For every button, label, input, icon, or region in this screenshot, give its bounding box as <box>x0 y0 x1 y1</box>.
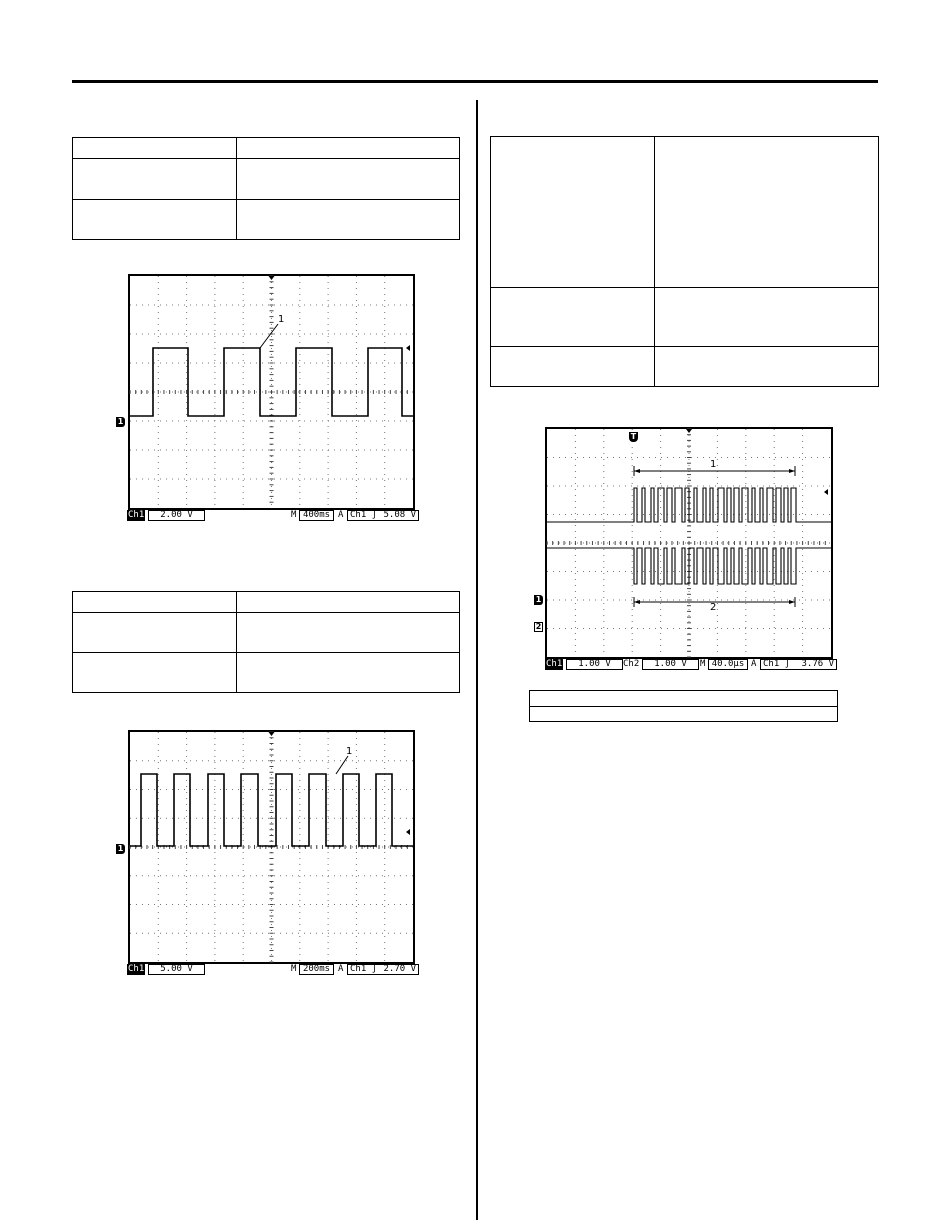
channel-2-label: Ch2 <box>623 659 640 669</box>
table-cell <box>73 200 237 240</box>
channel-1-label: Ch1 <box>546 659 563 669</box>
m-label: M <box>700 659 706 669</box>
oscilloscope-trace-1 <box>112 272 422 532</box>
scope-status-bar <box>127 510 419 521</box>
a-label: A <box>751 659 757 669</box>
channel-2-marker: 2 <box>535 622 542 631</box>
trigger-slope-icon: ∫ <box>784 659 791 669</box>
trigger-slope-icon: ∫ <box>371 964 378 974</box>
oscilloscope-trace-2 <box>112 728 422 988</box>
time-per-div: 200ms <box>299 964 334 975</box>
m-label: M <box>291 964 297 974</box>
channel-1-marker: 1 <box>535 595 542 604</box>
ch1-volts-per-div: 1.00 V <box>566 659 623 670</box>
legend-table <box>529 690 838 722</box>
oscilloscope-trace-3 <box>530 426 840 676</box>
channel-label: Ch1 <box>128 510 145 520</box>
arrow-head-icon <box>634 600 640 604</box>
waveform-trace <box>130 348 413 416</box>
table-cell <box>237 200 460 240</box>
a-label: A <box>338 964 344 974</box>
table-cell <box>237 613 460 653</box>
trigger-position-icon <box>686 429 692 433</box>
table-row <box>530 707 837 722</box>
header-rule <box>72 80 878 83</box>
waveform-trace <box>547 488 831 522</box>
graticule <box>130 732 413 962</box>
trigger-channel: Ch1 <box>350 964 367 974</box>
trigger-readout <box>347 510 419 521</box>
m-label: M <box>291 510 297 520</box>
table-cell <box>491 288 655 347</box>
channel-1-marker: 1 <box>117 417 124 426</box>
graticule <box>547 429 831 657</box>
scope-3-graticule <box>530 426 840 666</box>
trigger-channel: Ch1 <box>350 510 367 520</box>
scope-status-bar <box>545 659 837 670</box>
table-cell <box>237 653 460 693</box>
callout-1: 1 <box>710 459 717 470</box>
spec-table-1 <box>72 137 460 240</box>
trigger-level: 2.70 V <box>383 964 416 974</box>
arrow-head-icon <box>789 469 795 473</box>
trigger-level: 3.76 V <box>801 659 834 669</box>
table-cell <box>655 137 879 288</box>
trigger-readout <box>347 964 419 975</box>
table-cell <box>491 137 655 288</box>
table-cell <box>73 159 237 200</box>
table-row <box>530 691 837 707</box>
table-cell <box>655 288 879 347</box>
scope-status-bar <box>127 964 419 975</box>
channel-label: Ch1 <box>128 964 145 974</box>
waveform-trace <box>547 548 831 584</box>
table-cell <box>73 613 237 653</box>
trigger-position-icon <box>269 732 275 736</box>
callout-1: 1 <box>346 746 353 757</box>
trigger-marker: T <box>630 432 637 441</box>
table-cell <box>237 159 460 200</box>
time-per-div: 40.0µs <box>708 659 748 670</box>
volts-per-div: 2.00 V <box>148 510 205 521</box>
table-cell <box>237 138 460 159</box>
trigger-slope-icon: ∫ <box>371 510 378 520</box>
channel-1-marker: 1 <box>117 844 124 853</box>
trigger-level-icon <box>406 345 410 351</box>
table-cell <box>655 347 879 387</box>
table-cell <box>491 347 655 387</box>
trigger-level: 5.08 V <box>383 510 416 520</box>
table-cell <box>73 138 237 159</box>
spec-table-3 <box>490 136 879 387</box>
scope-1-graticule <box>112 272 422 512</box>
trigger-level-icon <box>406 829 410 835</box>
callout-leader <box>336 756 348 774</box>
volts-per-div: 5.00 V <box>148 964 205 975</box>
scope-2-graticule <box>112 728 422 968</box>
trigger-readout <box>760 659 837 670</box>
arrow-head-icon <box>789 600 795 604</box>
table-cell <box>237 592 460 613</box>
trigger-level-icon <box>824 489 828 495</box>
column-divider <box>476 100 478 1220</box>
table-cell <box>73 592 237 613</box>
time-per-div: 400ms <box>299 510 334 521</box>
callout-1: 1 <box>278 314 285 325</box>
spec-table-2 <box>72 591 460 693</box>
ch2-volts-per-div: 1.00 V <box>642 659 699 670</box>
callout-2: 2 <box>710 602 717 613</box>
trigger-channel: Ch1 <box>763 659 780 669</box>
table-cell <box>73 653 237 693</box>
trigger-position-icon <box>269 276 275 280</box>
a-label: A <box>338 510 344 520</box>
graticule <box>130 276 413 508</box>
arrow-head-icon <box>634 469 640 473</box>
callout-leader <box>260 324 278 348</box>
